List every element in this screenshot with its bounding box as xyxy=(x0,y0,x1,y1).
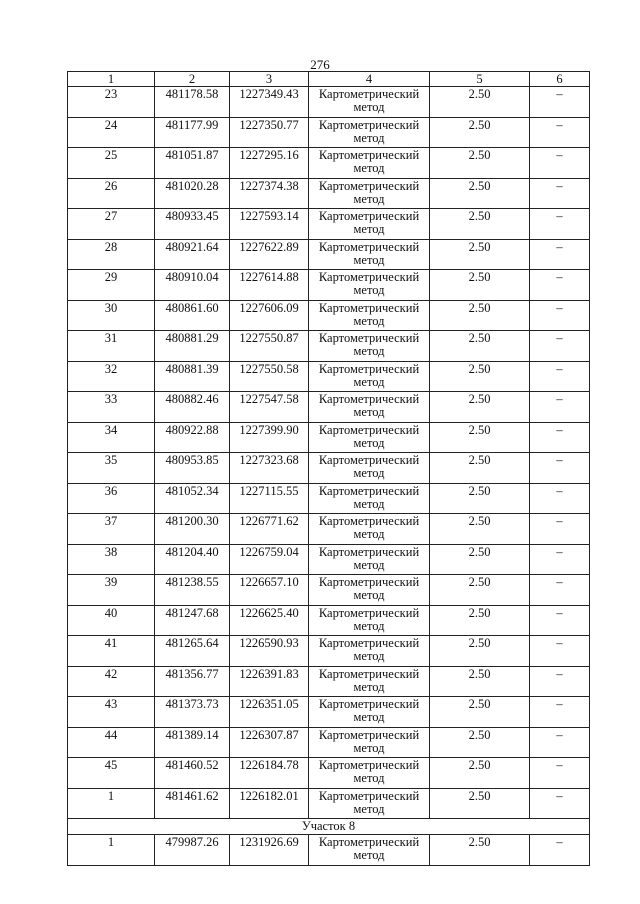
method-text: Картометрический xyxy=(318,605,420,620)
y-coordinate: 1226590.93 xyxy=(230,636,309,667)
method-text: метод xyxy=(353,222,385,236)
accuracy-value: 2.50 xyxy=(430,483,530,514)
x-coordinate: 481177.99 xyxy=(155,117,230,148)
method-cell xyxy=(309,270,430,301)
method-cell xyxy=(309,117,430,148)
y-coordinate: 1227622.89 xyxy=(230,239,309,270)
x-coordinate: 480953.85 xyxy=(155,453,230,484)
x-coordinate: 481247.68 xyxy=(155,605,230,636)
table-row xyxy=(68,788,590,819)
accuracy-value: 2.50 xyxy=(430,605,530,636)
column-header: 6 xyxy=(530,72,590,87)
y-coordinate: 1226184.78 xyxy=(230,758,309,789)
accuracy-value: 2.50 xyxy=(430,666,530,697)
point-number: 29 xyxy=(68,270,155,301)
table-row xyxy=(68,636,590,667)
y-coordinate: 1226391.83 xyxy=(230,666,309,697)
method-cell xyxy=(309,300,430,331)
accuracy-value: 2.50 xyxy=(430,453,530,484)
coordinates-table xyxy=(67,71,590,866)
y-coordinate: 1227547.58 xyxy=(230,392,309,423)
x-coordinate: 481238.55 xyxy=(155,575,230,606)
method-text: метод xyxy=(353,252,385,267)
accuracy-value: 2.50 xyxy=(430,239,530,270)
point-description: – xyxy=(530,697,590,728)
method-cell xyxy=(309,758,430,789)
point-description: – xyxy=(530,331,590,362)
x-coordinate: 481204.40 xyxy=(155,544,230,575)
method-cell xyxy=(309,239,430,270)
point-description: – xyxy=(530,835,590,866)
accuracy-value: 2.50 xyxy=(430,300,530,331)
method-text: метод xyxy=(353,435,385,450)
table-row xyxy=(68,209,590,240)
y-coordinate: 1226625.40 xyxy=(230,605,309,636)
column-header: 2 xyxy=(155,72,230,87)
table-row xyxy=(68,331,590,362)
section-title: Участок 8 xyxy=(68,819,590,835)
accuracy-value: 2.50 xyxy=(430,788,530,819)
method-text: метод xyxy=(353,801,385,816)
method-cell xyxy=(309,605,430,636)
x-coordinate: 480881.29 xyxy=(155,331,230,362)
point-number: 1 xyxy=(68,835,155,866)
method-cell xyxy=(309,544,430,575)
x-coordinate: 480881.39 xyxy=(155,361,230,392)
method-text: метод xyxy=(353,130,385,145)
accuracy-value: 2.50 xyxy=(430,117,530,148)
table-row xyxy=(68,758,590,789)
point-number: 28 xyxy=(68,239,155,270)
table-row xyxy=(68,727,590,758)
method-text: Картометрический xyxy=(318,727,420,742)
y-coordinate: 1227374.38 xyxy=(230,178,309,209)
method-cell xyxy=(309,361,430,392)
accuracy-value: 2.50 xyxy=(430,392,530,423)
accuracy-value: 2.50 xyxy=(430,544,530,575)
x-coordinate: 481052.34 xyxy=(155,483,230,514)
y-coordinate: 1227115.55 xyxy=(230,483,309,514)
method-text: Картометрический xyxy=(318,514,420,528)
table-row xyxy=(68,666,590,697)
accuracy-value: 2.50 xyxy=(430,636,530,667)
method-cell xyxy=(309,392,430,423)
method-text: Картометрический xyxy=(318,87,420,101)
y-coordinate: 1227614.88 xyxy=(230,270,309,301)
x-coordinate: 480921.64 xyxy=(155,239,230,270)
point-description: – xyxy=(530,636,590,667)
point-description: – xyxy=(530,514,590,545)
method-text: Картометрический xyxy=(318,544,420,559)
y-coordinate: 1227350.77 xyxy=(230,117,309,148)
accuracy-value: 2.50 xyxy=(430,727,530,758)
y-coordinate: 1226307.87 xyxy=(230,727,309,758)
method-cell xyxy=(309,209,430,240)
table-row xyxy=(68,117,590,148)
x-coordinate: 481020.28 xyxy=(155,178,230,209)
y-coordinate: 1227550.87 xyxy=(230,331,309,362)
y-coordinate: 1227593.14 xyxy=(230,209,309,240)
method-text: Картометрический xyxy=(318,788,420,803)
column-header: 3 xyxy=(230,72,309,87)
point-number: 27 xyxy=(68,209,155,240)
point-number: 23 xyxy=(68,87,155,118)
point-description: – xyxy=(530,270,590,301)
y-coordinate: 1226657.10 xyxy=(230,575,309,606)
method-text: Картометрический xyxy=(318,209,420,223)
accuracy-value: 2.50 xyxy=(430,270,530,301)
method-text: Картометрический xyxy=(318,758,420,772)
method-text: Картометрический xyxy=(318,331,420,345)
column-number-row xyxy=(68,72,590,87)
accuracy-value: 2.50 xyxy=(430,575,530,606)
x-coordinate: 481461.62 xyxy=(155,788,230,819)
method-text: Картометрический xyxy=(318,117,420,132)
point-number: 41 xyxy=(68,636,155,667)
point-description: – xyxy=(530,209,590,240)
y-coordinate: 1227349.43 xyxy=(230,87,309,118)
method-text: метод xyxy=(353,618,385,633)
y-coordinate: 1227399.90 xyxy=(230,422,309,453)
table-row xyxy=(68,575,590,606)
point-description: – xyxy=(530,544,590,575)
method-text: метод xyxy=(353,283,385,297)
method-text: Картометрический xyxy=(318,239,420,254)
x-coordinate: 480922.88 xyxy=(155,422,230,453)
y-coordinate: 1231926.69 xyxy=(230,835,309,866)
method-text: метод xyxy=(353,710,385,724)
point-number: 37 xyxy=(68,514,155,545)
method-cell xyxy=(309,422,430,453)
method-text: метод xyxy=(353,740,385,755)
point-number: 35 xyxy=(68,453,155,484)
table-row xyxy=(68,544,590,575)
method-cell xyxy=(309,87,430,118)
point-number: 39 xyxy=(68,575,155,606)
method-cell xyxy=(309,636,430,667)
point-description: – xyxy=(530,239,590,270)
accuracy-value: 2.50 xyxy=(430,148,530,179)
method-text: метод xyxy=(353,191,385,206)
accuracy-value: 2.50 xyxy=(430,697,530,728)
table-row xyxy=(68,361,590,392)
point-description: – xyxy=(530,605,590,636)
column-header: 1 xyxy=(68,72,155,87)
x-coordinate: 480882.46 xyxy=(155,392,230,423)
x-coordinate: 481178.58 xyxy=(155,87,230,118)
point-number: 42 xyxy=(68,666,155,697)
point-number: 43 xyxy=(68,697,155,728)
accuracy-value: 2.50 xyxy=(430,422,530,453)
method-text: метод xyxy=(353,848,385,862)
x-coordinate: 481356.77 xyxy=(155,666,230,697)
table-row xyxy=(68,178,590,209)
method-text: метод xyxy=(353,527,385,541)
method-text: метод xyxy=(353,374,385,389)
accuracy-value: 2.50 xyxy=(430,87,530,118)
point-number: 33 xyxy=(68,392,155,423)
x-coordinate: 481265.64 xyxy=(155,636,230,667)
point-description: – xyxy=(530,361,590,392)
method-cell xyxy=(309,788,430,819)
method-text: Картометрический xyxy=(318,575,420,589)
point-number: 40 xyxy=(68,605,155,636)
point-description: – xyxy=(530,453,590,484)
method-text: метод xyxy=(353,313,385,328)
point-description: – xyxy=(530,178,590,209)
point-description: – xyxy=(530,575,590,606)
point-number: 38 xyxy=(68,544,155,575)
point-number: 34 xyxy=(68,422,155,453)
point-description: – xyxy=(530,422,590,453)
point-description: – xyxy=(530,727,590,758)
method-cell xyxy=(309,727,430,758)
method-text: метод xyxy=(353,649,385,663)
point-number: 25 xyxy=(68,148,155,179)
accuracy-value: 2.50 xyxy=(430,361,530,392)
method-text: Картометрический xyxy=(318,835,420,849)
point-description: – xyxy=(530,666,590,697)
point-number: 32 xyxy=(68,361,155,392)
method-text: Картометрический xyxy=(318,666,420,681)
method-text: метод xyxy=(353,679,385,694)
method-text: Картометрический xyxy=(318,636,420,650)
point-number: 36 xyxy=(68,483,155,514)
point-description: – xyxy=(530,87,590,118)
point-description: – xyxy=(530,148,590,179)
y-coordinate: 1226759.04 xyxy=(230,544,309,575)
point-description: – xyxy=(530,758,590,789)
table-row xyxy=(68,392,590,423)
method-text: Картометрический xyxy=(318,300,420,315)
table-row xyxy=(68,514,590,545)
column-header: 5 xyxy=(430,72,530,87)
page-number: 276 xyxy=(310,57,330,72)
method-cell xyxy=(309,483,430,514)
method-cell xyxy=(309,331,430,362)
method-text: Картометрический xyxy=(318,422,420,437)
method-text: метод xyxy=(353,771,385,785)
y-coordinate: 1226351.05 xyxy=(230,697,309,728)
method-text: метод xyxy=(353,466,385,480)
point-number: 24 xyxy=(68,117,155,148)
y-coordinate: 1227606.09 xyxy=(230,300,309,331)
table-row xyxy=(68,300,590,331)
point-number: 45 xyxy=(68,758,155,789)
y-coordinate: 1226182.01 xyxy=(230,788,309,819)
table-row xyxy=(68,270,590,301)
table-row xyxy=(68,697,590,728)
point-number: 31 xyxy=(68,331,155,362)
point-number: 1 xyxy=(68,788,155,819)
method-text: Картометрический xyxy=(318,697,420,711)
x-coordinate: 480910.04 xyxy=(155,270,230,301)
point-description: – xyxy=(530,788,590,819)
x-coordinate: 480861.60 xyxy=(155,300,230,331)
column-header: 4 xyxy=(309,72,430,87)
x-coordinate: 481460.52 xyxy=(155,758,230,789)
method-cell xyxy=(309,575,430,606)
point-number: 30 xyxy=(68,300,155,331)
table-row xyxy=(68,239,590,270)
accuracy-value: 2.50 xyxy=(430,209,530,240)
method-text: метод xyxy=(353,100,385,114)
method-cell xyxy=(309,453,430,484)
method-cell xyxy=(309,178,430,209)
method-text: метод xyxy=(353,344,385,358)
table-row xyxy=(68,483,590,514)
section-row xyxy=(68,819,590,835)
x-coordinate: 479987.26 xyxy=(155,835,230,866)
method-text: Картометрический xyxy=(318,148,420,162)
y-coordinate: 1227295.16 xyxy=(230,148,309,179)
point-description: – xyxy=(530,117,590,148)
accuracy-value: 2.50 xyxy=(430,835,530,866)
x-coordinate: 480933.45 xyxy=(155,209,230,240)
method-cell xyxy=(309,697,430,728)
accuracy-value: 2.50 xyxy=(430,514,530,545)
method-cell xyxy=(309,835,430,866)
x-coordinate: 481051.87 xyxy=(155,148,230,179)
method-text: Картометрический xyxy=(318,392,420,406)
x-coordinate: 481373.73 xyxy=(155,697,230,728)
accuracy-value: 2.50 xyxy=(430,331,530,362)
table-row xyxy=(68,148,590,179)
method-text: метод xyxy=(353,557,385,572)
method-text: Картометрический xyxy=(318,361,420,376)
x-coordinate: 481200.30 xyxy=(155,514,230,545)
method-text: Картометрический xyxy=(318,453,420,467)
method-text: Картометрический xyxy=(318,270,420,284)
table-row xyxy=(68,453,590,484)
point-number: 26 xyxy=(68,178,155,209)
method-cell xyxy=(309,514,430,545)
table-row xyxy=(68,422,590,453)
point-number: 44 xyxy=(68,727,155,758)
point-description: – xyxy=(530,483,590,514)
method-text: Картометрический xyxy=(318,178,420,193)
method-cell xyxy=(309,666,430,697)
y-coordinate: 1227323.68 xyxy=(230,453,309,484)
y-coordinate: 1226771.62 xyxy=(230,514,309,545)
accuracy-value: 2.50 xyxy=(430,178,530,209)
table-row xyxy=(68,835,590,866)
y-coordinate: 1227550.58 xyxy=(230,361,309,392)
point-description: – xyxy=(530,300,590,331)
x-coordinate: 481389.14 xyxy=(155,727,230,758)
method-text: метод xyxy=(353,405,385,419)
method-text: метод xyxy=(353,161,385,175)
point-description: – xyxy=(530,392,590,423)
accuracy-value: 2.50 xyxy=(430,758,530,789)
method-text: метод xyxy=(353,496,385,511)
table-row xyxy=(68,605,590,636)
method-text: метод xyxy=(353,588,385,602)
method-text: Картометрический xyxy=(318,483,420,498)
table-row xyxy=(68,87,590,118)
method-cell xyxy=(309,148,430,179)
